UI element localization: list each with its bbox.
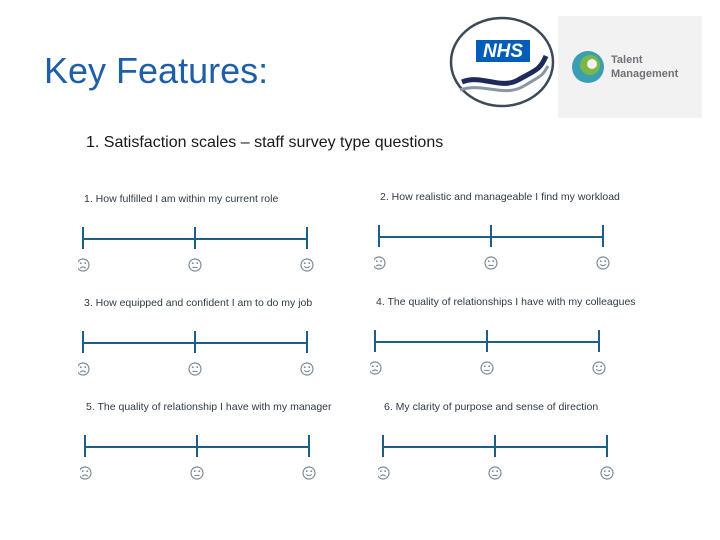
happy-face-icon[interactable] (301, 363, 313, 375)
scale-question: 5. The quality of relationship I have with my manager (86, 401, 332, 413)
slide-subtitle: 1. Satisfaction scales – staff survey type questions (86, 134, 444, 151)
neutral-face-icon[interactable] (191, 467, 203, 479)
neutral-face-icon[interactable] (189, 259, 201, 271)
scale-graphic (78, 297, 338, 387)
scale-question: 3. How equipped and confident I am to do my job (84, 297, 313, 309)
satisfaction-scale-4 (370, 296, 660, 388)
talent-management-mark-icon (570, 49, 606, 85)
neutral-face-icon[interactable] (481, 362, 493, 374)
happy-face-icon[interactable] (303, 467, 315, 479)
scale-question: 4. The quality of relationships I have with my colleagues (376, 296, 636, 308)
sad-face-icon[interactable] (78, 363, 89, 375)
scale-graphic (80, 401, 340, 491)
satisfaction-scale-1 (78, 193, 368, 285)
scale-graphic (370, 296, 630, 386)
sad-face-icon[interactable] (374, 257, 385, 269)
scale-question: 2. How realistic and manageable I find my workload (380, 191, 620, 203)
scale-question: 1. How fulfilled I am within my current role (84, 193, 279, 205)
happy-face-icon[interactable] (597, 257, 609, 269)
sad-face-icon[interactable] (378, 467, 389, 479)
nhs-logo (448, 16, 556, 108)
scale-graphic (374, 191, 634, 281)
neutral-face-icon[interactable] (485, 257, 497, 269)
slide-title: Key Features: (44, 50, 269, 91)
sad-face-icon[interactable] (78, 259, 89, 271)
satisfaction-scale-6 (378, 401, 668, 493)
scale-question: 6. My clarity of purpose and sense of direction (384, 401, 599, 413)
talent-management-logo (558, 16, 702, 118)
satisfaction-scale-3 (78, 297, 368, 389)
neutral-face-icon[interactable] (489, 467, 501, 479)
happy-face-icon[interactable] (601, 467, 613, 479)
talent-logo-text-1: Talent (611, 54, 643, 66)
happy-face-icon[interactable] (301, 259, 313, 271)
scale-graphic (378, 401, 638, 491)
svg-text:NHS: NHS (482, 41, 524, 62)
satisfaction-scale-5 (80, 401, 370, 493)
scale-graphic (78, 193, 338, 283)
talent-logo-text-2: Management (611, 68, 679, 80)
satisfaction-scale-2 (374, 191, 664, 283)
neutral-face-icon[interactable] (189, 363, 201, 375)
sad-face-icon[interactable] (370, 362, 381, 374)
sad-face-icon[interactable] (80, 467, 91, 479)
happy-face-icon[interactable] (593, 362, 605, 374)
